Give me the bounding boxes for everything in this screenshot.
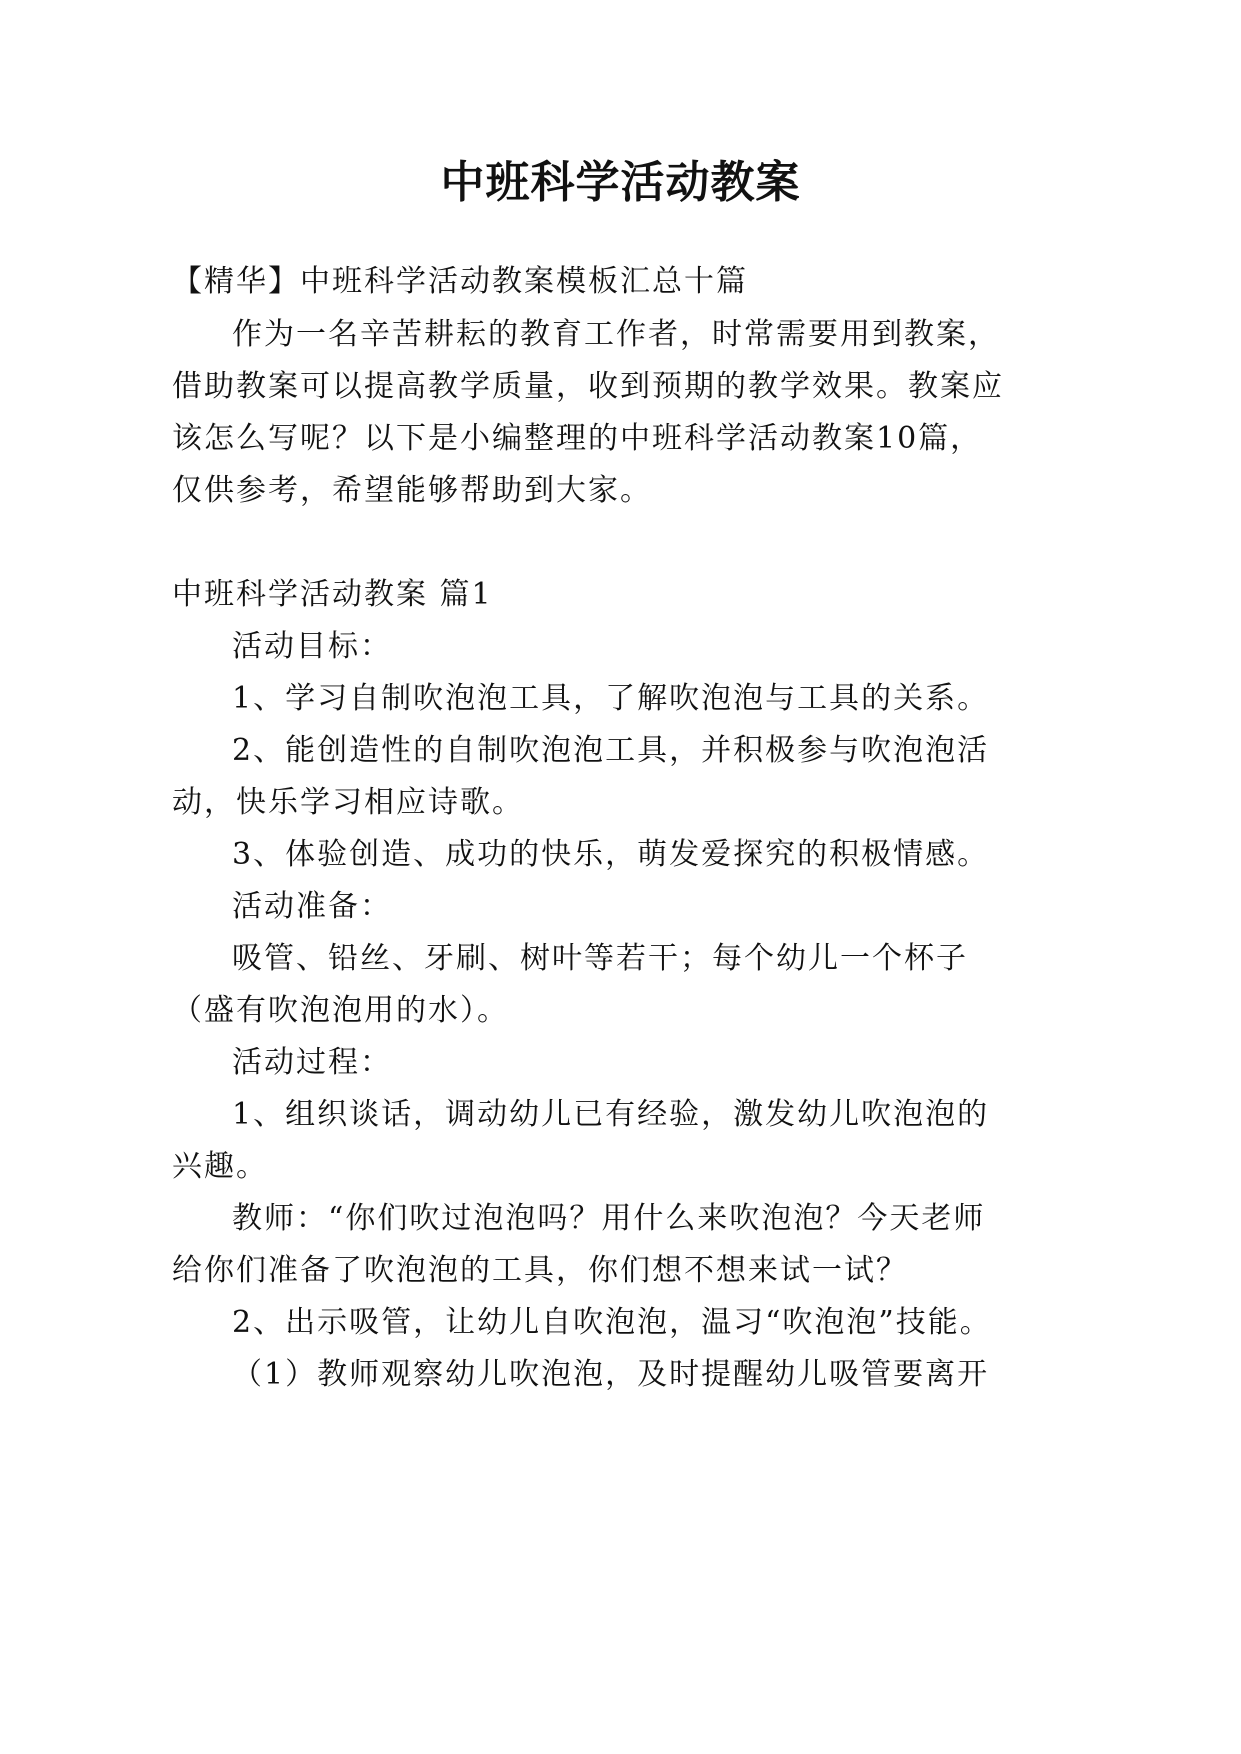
body-line: 2、出示吸管，让幼儿自吹泡泡，温习“吹泡泡”技能。 bbox=[232, 1305, 992, 1340]
document-title: 中班科学活动教案 bbox=[440, 157, 801, 208]
body-line: 给你们准备了吹泡泡的工具，你们想不想来试一试？ bbox=[172, 1253, 908, 1288]
body-line: （盛有吹泡泡用的水）。 bbox=[172, 993, 509, 1028]
section-heading: 中班科学活动教案 篇1 bbox=[172, 577, 493, 612]
intro-line: 借助教案可以提高教学质量，收到预期的教学效果。教案应 bbox=[172, 369, 1004, 404]
body-line: （1）教师观察幼儿吹泡泡，及时提醒幼儿吸管要离开 bbox=[232, 1357, 990, 1392]
body-line: 动，快乐学习相应诗歌。 bbox=[172, 785, 524, 820]
body-line: 吸管、铅丝、牙刷、树叶等若干；每个幼儿一个杯子 bbox=[232, 941, 968, 976]
body-line: 3、体验创造、成功的快乐，萌发爱探究的积极情感。 bbox=[232, 837, 990, 872]
body-line: 1、组织谈话，调动幼儿已有经验，激发幼儿吹泡泡的 bbox=[232, 1097, 990, 1132]
document-subtitle: 【精华】中班科学活动教案模板汇总十篇 bbox=[172, 264, 748, 299]
intro-line: 该怎么写呢？以下是小编整理的中班科学活动教案10篇， bbox=[172, 421, 983, 456]
body-line: 1、学习自制吹泡泡工具，了解吹泡泡与工具的关系。 bbox=[232, 681, 990, 716]
body-line: 2、能创造性的自制吹泡泡工具，并积极参与吹泡泡活 bbox=[232, 733, 990, 768]
body-line: 活动过程： bbox=[232, 1045, 392, 1080]
body-line: 活动准备： bbox=[232, 889, 392, 924]
intro-line: 仅供参考，希望能够帮助到大家。 bbox=[172, 473, 652, 508]
body-line: 活动目标： bbox=[232, 629, 392, 664]
body-line: 兴趣。 bbox=[172, 1149, 268, 1184]
intro-line: 作为一名辛苦耕耘的教育工作者，时常需要用到教案， bbox=[232, 317, 1000, 352]
body-line: 教师：“你们吹过泡泡吗？用什么来吹泡泡？今天老师 bbox=[232, 1201, 986, 1236]
